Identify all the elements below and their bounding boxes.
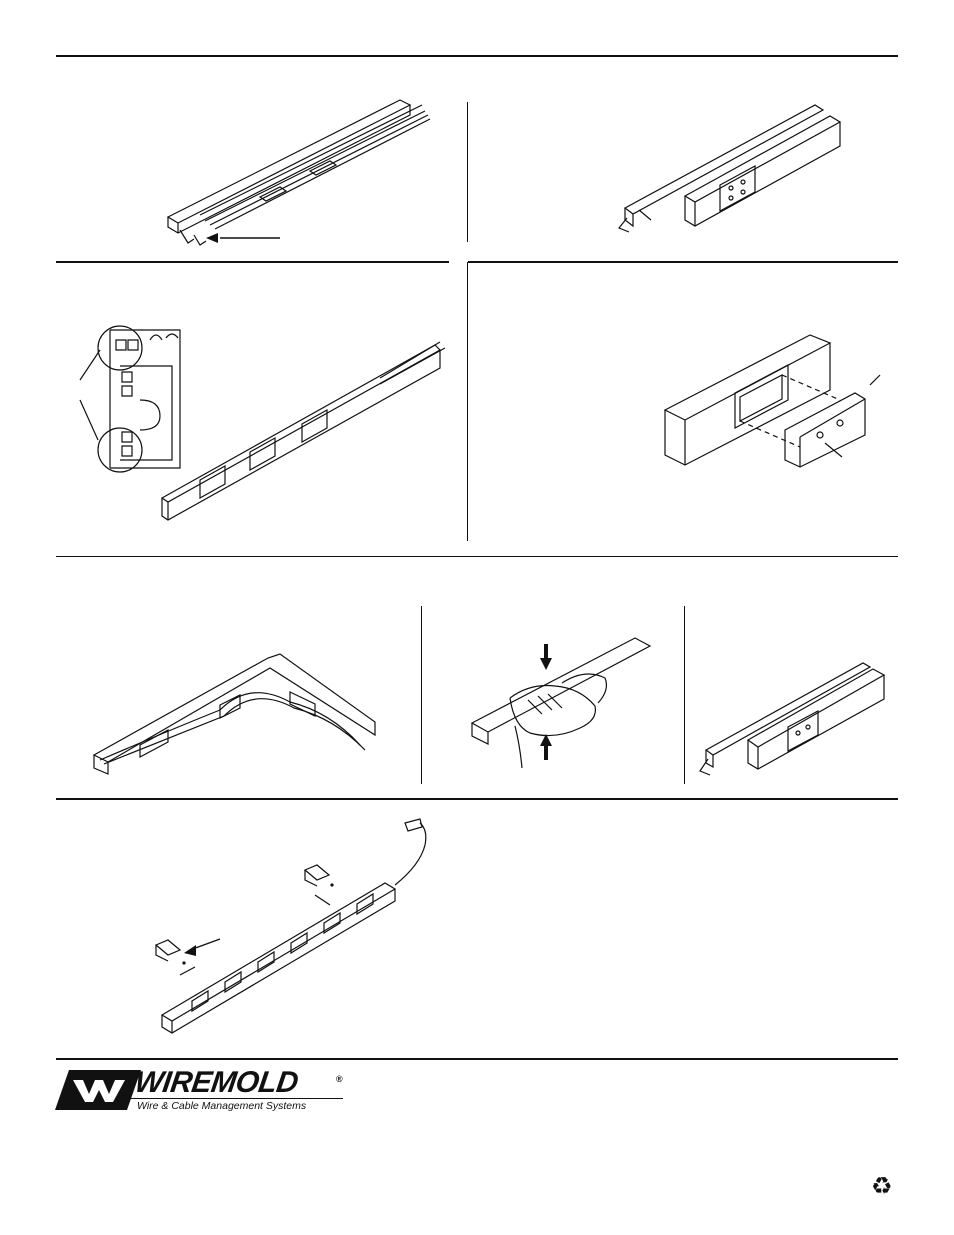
divider-row3-b [684, 606, 685, 784]
exploded-receptacle-box-icon [660, 325, 890, 470]
section-rule-1-left [56, 261, 449, 263]
raceway-base-with-wires-icon [160, 95, 440, 250]
top-rule [56, 55, 898, 57]
registered-mark: ® [336, 1074, 343, 1084]
section-rule-3 [56, 798, 898, 800]
footer-rule [56, 1058, 898, 1060]
raceway-with-duplex-receptacle-icon [615, 100, 845, 240]
brand-tagline: Wire & Cable Management Systems [137, 1100, 307, 1112]
hands-installing-cover-icon [470, 628, 655, 773]
section-rule-2 [56, 556, 898, 557]
raceway-with-receptacle-cover-icon [698, 655, 888, 780]
plugmold-strip-with-clips-icon [150, 815, 440, 1035]
tagline-rule [127, 1098, 343, 1099]
raceway-cross-section-icon [80, 320, 450, 520]
divider-row1 [467, 102, 468, 242]
wiremold-badge-icon [55, 1068, 141, 1112]
section-rule-1-right [468, 261, 898, 263]
raceway-elbow-fitting-icon [90, 650, 385, 775]
divider-row2 [467, 262, 468, 541]
recycle-icon: ♻ [871, 1173, 893, 1200]
brand-logo [55, 1068, 350, 1118]
divider-row3-a [421, 606, 422, 784]
brand-name: WIREMOLD [132, 1066, 301, 1099]
